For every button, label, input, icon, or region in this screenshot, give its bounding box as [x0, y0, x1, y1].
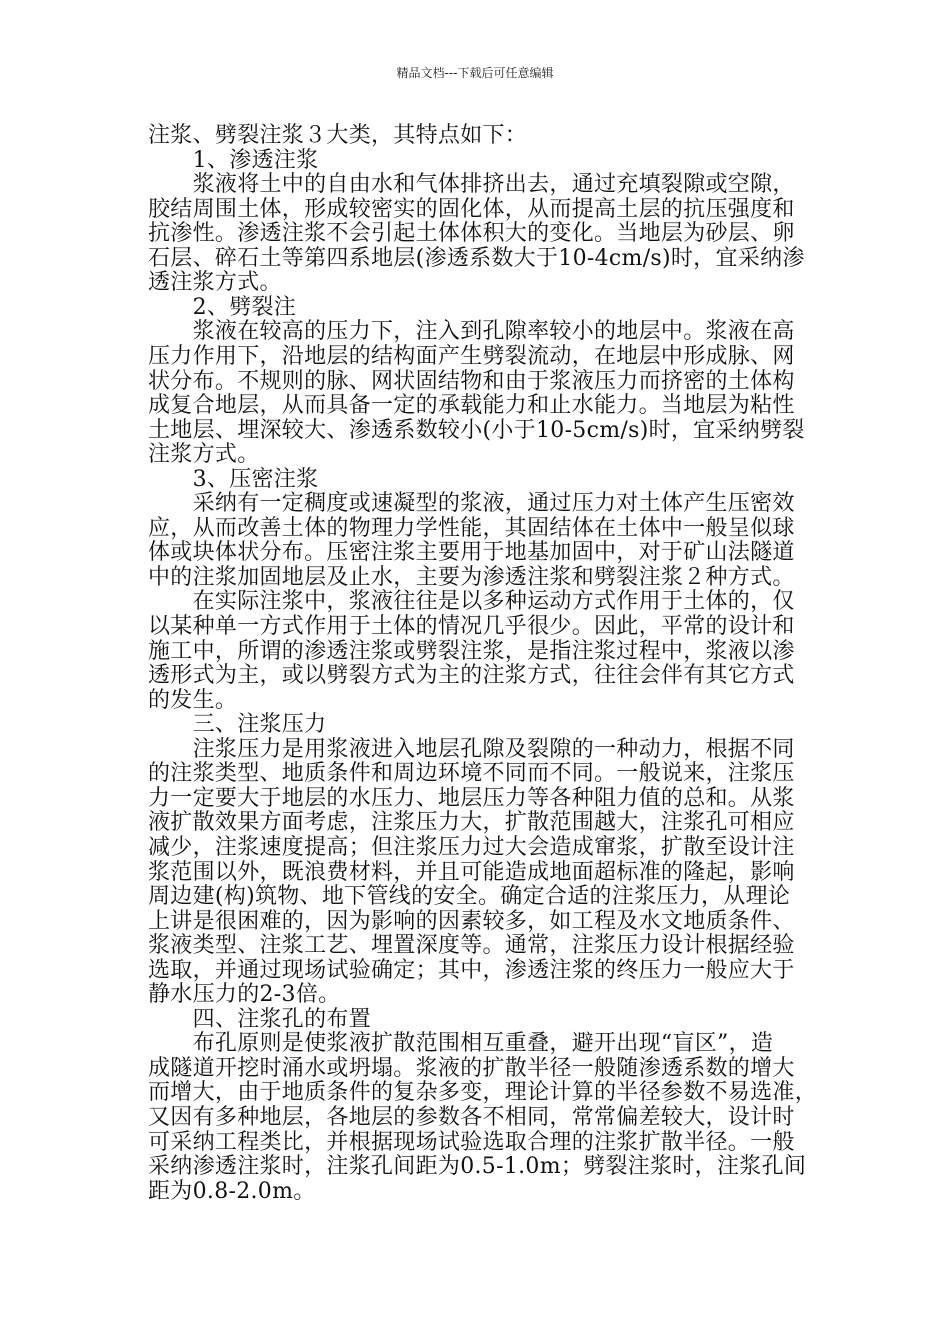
text-line: 的发生。 [148, 687, 238, 713]
text-line: 上讲是很困难的，因为影响的因素较多，如工程及水文地质条件、 [148, 908, 795, 934]
text-line: 的注浆类型、地质条件和周边环境不同而不同。一般说来，注浆压 [148, 761, 795, 787]
text-line: 周边建(构)筑物、地下管线的安全。确定合适的注浆压力，从理论 [148, 884, 791, 910]
text-line: 采纳有一定稠度或速凝型的浆液，通过压力对土体产生压密效 [148, 491, 795, 517]
text-line: 四、注浆孔的布置 [148, 1006, 372, 1032]
text-line: 可采纳工程类比，并根据现场试验选取合理的注浆扩散半径。一般 [148, 1129, 795, 1155]
text-line: 应，从而改善土体的物理力学性能，其固结体在土体中一般呈似球 [148, 515, 795, 541]
text-line: 布孔原则是使浆液扩散范围相互重叠，避开出现“盲区”，造 [148, 1031, 774, 1057]
text-line: 2、劈裂注 [148, 294, 297, 320]
text-line: 中的注浆加固地层及止水，主要为渗透注浆和劈裂注浆２种方式。 [148, 564, 795, 590]
text-line: 采纳渗透注浆时，注浆孔间距为0.5-1.0m；劈裂注浆时，注浆孔间 [148, 1154, 807, 1180]
text-line: 注浆压力是用浆液进入地层孔隙及裂隙的一种动力，根据不同 [148, 736, 795, 762]
text-line: 注浆方式。 [148, 442, 260, 468]
text-line: 浆液在较高的压力下，注入到孔隙率较小的地层中。浆液在高 [148, 319, 795, 345]
text-line: 石层、碎石土等第四系地层(渗透系数大于10-4cm/s)时，宜采纳渗 [148, 245, 805, 271]
text-line: 以某种单一方式作用于土体的情况几乎很少。因此，平常的设计和 [148, 614, 795, 639]
text-line: 1、渗透注浆 [148, 147, 319, 173]
text-line: 压力作用下，沿地层的结构面产生劈裂流动，在地层中形成脉、网 [148, 343, 795, 369]
text-line: 浆范围以外，既浪费材料，并且可能造成地面超标准的隆起，影响 [148, 859, 795, 885]
text-line: 体或块体状分布。压密注浆主要用于地基加固中，对于矿山法隧道 [148, 540, 795, 566]
text-line: 在实际注浆中，浆液往往是以多种运动方式作用于土体的，仅 [148, 589, 795, 615]
text-line: 成复合地层，从而具备一定的承载能力和止水能力。当地层为粘性 [148, 393, 795, 419]
text-line: 选取，并通过现场试验确定；其中，渗透注浆的终压力一般应大于 [148, 957, 795, 983]
text-line: 而增大，由于地质条件的复杂多变，理论计算的半径参数不易选准， [148, 1080, 818, 1106]
text-line: 施工中，所谓的渗透注浆或劈裂注浆，是指注浆过程中，浆液以渗 [148, 638, 795, 664]
text-line: 透注浆方式。 [148, 270, 282, 296]
text-line: 抗渗性。渗透注浆不会引起土体体积大的变化。当地层为砂层、卵 [148, 221, 795, 247]
text-line: 减少，注浆速度提高；但注浆压力过大会造成窜浆，扩散至设计注 [148, 834, 795, 860]
text-line: 3、压密注浆 [148, 466, 319, 492]
text-line: 力一定要大于地层的水压力、地层压力等各种阻力值的总和。从浆 [148, 785, 795, 811]
text-line: 又因有多种地层，各地层的参数各不相同，常常偏差较大，设计时 [148, 1105, 795, 1130]
text-line: 三、注浆压力 [148, 712, 327, 738]
text-line: 注浆、劈裂注浆３大类，其特点如下： [148, 123, 528, 148]
text-line: 液扩散效果方面考虑，注浆压力大，扩散范围越大，注浆孔可相应 [148, 810, 795, 836]
text-line: 浆液将土中的自由水和气体排挤出去，通过充填裂隙或空隙， [148, 172, 795, 198]
text-line: 浆液类型、注浆工艺、埋置深度等。通常，注浆压力设计根据经验 [148, 933, 795, 959]
text-line: 静水压力的2-3倍。 [148, 982, 341, 1008]
text-line: 状分布。不规则的脉、网状固结物和由于浆液压力而挤密的土体构 [148, 368, 795, 394]
page-header: 精品文档---下载后可任意编辑 [396, 66, 554, 80]
text-line: 透形式为主，或以劈裂方式为主的注浆方式，往往会伴有其它方式 [148, 663, 795, 689]
text-line: 成隧道开挖时涌水或坍塌。浆液的扩散半径一般随渗透系数的增大 [148, 1055, 795, 1081]
text-line: 土地层、埋深较大、渗透系数较小(小于10-5cm/s)时，宜采纳劈裂 [148, 417, 805, 443]
text-line: 距为0.8-2.0m。 [148, 1178, 316, 1204]
text-line: 胶结周围土体，形成较密实的固化体，从而提高土层的抗压强度和 [148, 196, 795, 222]
